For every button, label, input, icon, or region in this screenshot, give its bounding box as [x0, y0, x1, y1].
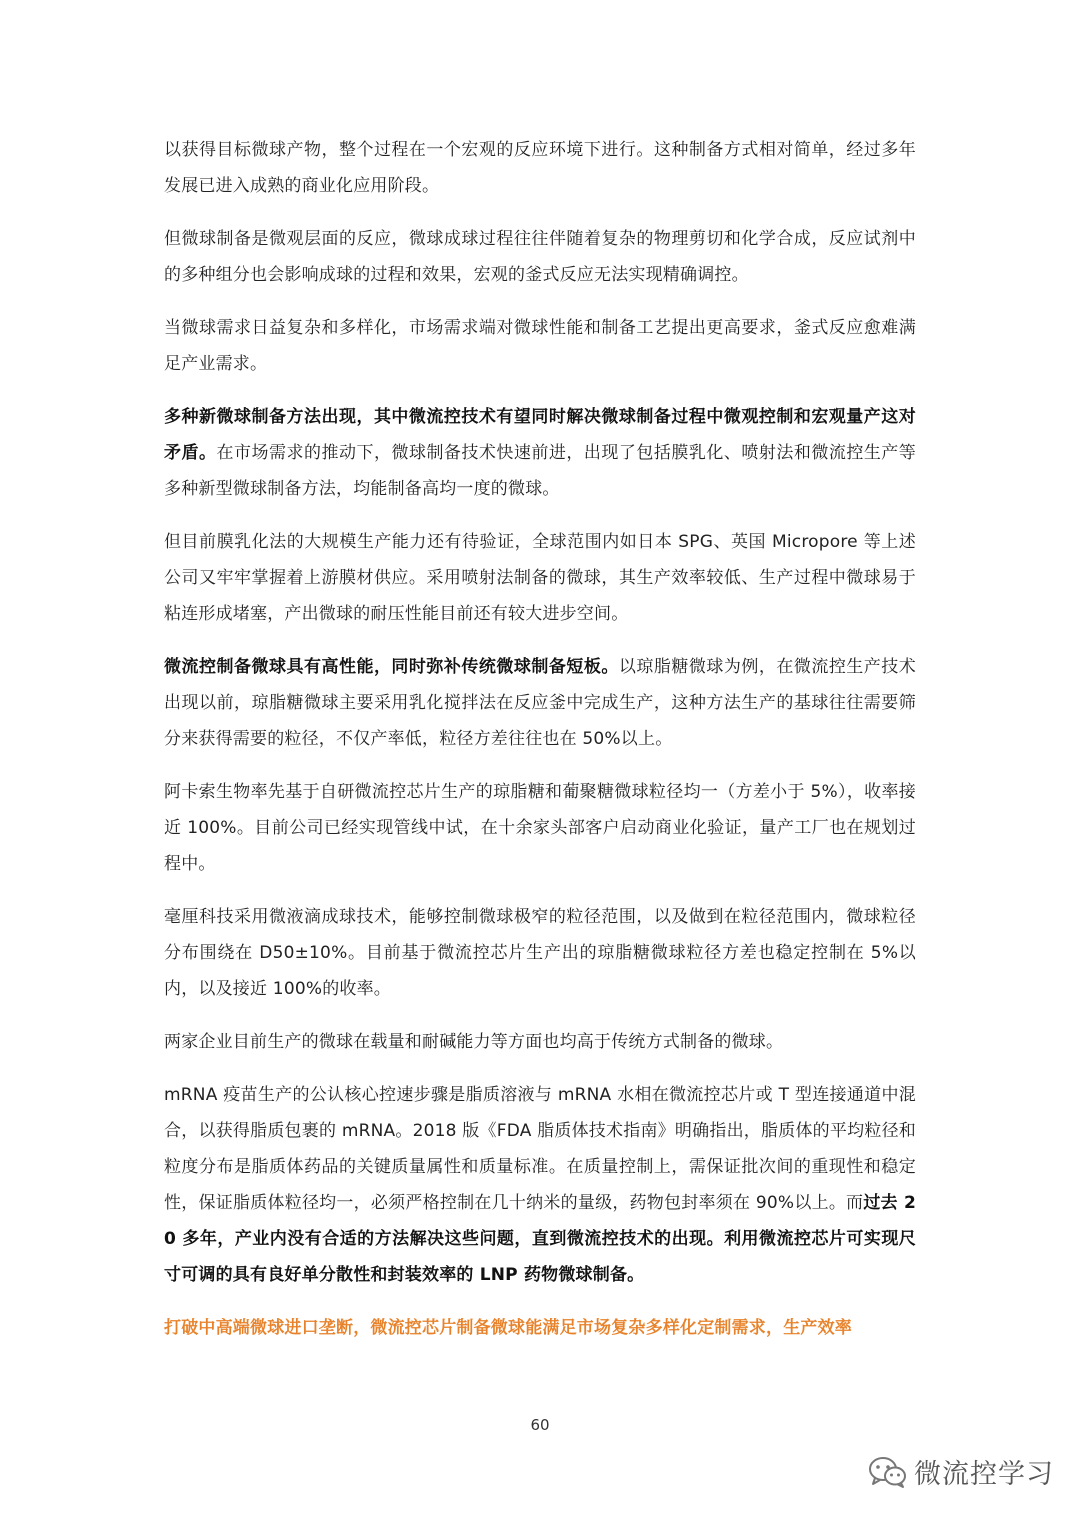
bold-text-segment: 过去 20 多年，产业内没有合适的方法解决这些问题，直到微流控技术的出现。利用微流控芯片可实现尺寸可调的具有良好单分散性和封装效率的 LNP 药物微球制备。: [164, 1193, 916, 1285]
paragraph: [164, 649, 916, 757]
text-segment: 但目前膜乳化法的大规模生产能力还有待验证，全球范围内如日本 SPG、英国 Micropore 等上述公司又牢牢掌握着上游膜材供应。采用喷射法制备的微球，其生产效率较低、生产过程中微球易于粘连形成堵塞，产出微球的耐压性能目前还有较大进步空间。: [164, 532, 916, 624]
paragraph: [164, 1024, 916, 1060]
text-segment: 在市场需求的推动下，微球制备技术快速前进，出现了包括膜乳化、喷射法和微流控生产等多种新型微球制备方法，均能制备高均一度的微球。: [164, 443, 917, 499]
paragraph: [164, 524, 916, 632]
wechat-icon: [868, 1455, 908, 1489]
page-number: 60: [530, 1416, 550, 1434]
text-segment: 两家企业目前生产的微球在载量和耐碱能力等方面也均高于传统方式制备的微球。: [164, 1032, 784, 1052]
paragraph: [164, 399, 916, 507]
paragraph: [164, 774, 916, 882]
bold-text-segment: 微流控制备微球具有高性能，同时弥补传统微球制备短板。: [164, 657, 619, 677]
bold-text-segment: 多种新微球制备方法出现，其中微流控技术有望同时解决微球制备过程中微观控制和宏观量产这对矛盾。: [164, 407, 916, 463]
document-body: [164, 132, 916, 1363]
highlight-text-segment: 打破中高端微球进口垄断，微流控芯片制备微球能满足市场复杂多样化定制需求，生产效率: [164, 1318, 852, 1338]
text-segment: mRNA 疫苗生产的公认核心控速步骤是脂质溶液与 mRNA 水相在微流控芯片或 T 型连接通道中混合，以获得脂质包裹的 mRNA。2018 版《FDA 脂质体技术指南》明确指出，脂质体的平均粒径和粒度分布是脂质体药品的关键质量属性和质量标准。在质量控制上，需保证批次间的重现性和稳定性，保证脂质体粒径均一，必须严格控制在几十纳米的量级，药物包封率须在 90%以上。而: [164, 1085, 916, 1213]
text-segment: 以琼脂糖微球为例，在微流控生产技术出现以前，琼脂糖微球主要采用乳化搅拌法在反应釜中完成生产，这种方法生产的基球往往需要筛分来获得需要的粒径，不仅产率低，粒径方差往往也在 50%以上。: [164, 657, 916, 749]
paragraph: [164, 1310, 916, 1346]
text-segment: 毫厘科技采用微液滴成球技术，能够控制微球极窄的粒径范围，以及做到在粒径范围内，微球粒径分布围绕在 D50±10%。目前基于微流控芯片生产出的琼脂糖微球粒径方差也稳定控制在 5%以内，以及接近 100%的收率。: [164, 907, 916, 999]
watermark-text: 微流控学习: [914, 1459, 1054, 1490]
watermark: [868, 1452, 1054, 1491]
paragraph: [164, 1077, 916, 1293]
text-segment: 阿卡索生物率先基于自研微流控芯片生产的琼脂糖和葡聚糖微球粒径均一（方差小于 5%），收率接近 100%。目前公司已经实现管线中试，在十余家头部客户启动商业化验证，量产工厂也在规划过程中。: [164, 782, 916, 874]
paragraph: [164, 310, 916, 382]
paragraph: [164, 899, 916, 1007]
paragraph: [164, 221, 916, 293]
paragraph: [164, 132, 916, 204]
text-segment: 以获得目标微球产物，整个过程在一个宏观的反应环境下进行。这种制备方式相对简单，经过多年发展已进入成熟的商业化应用阶段。: [164, 140, 916, 196]
text-segment: 当微球需求日益复杂和多样化，市场需求端对微球性能和制备工艺提出更高要求，釜式反应愈难满足产业需求。: [164, 318, 916, 374]
text-segment: 但微球制备是微观层面的反应，微球成球过程往往伴随着复杂的物理剪切和化学合成，反应试剂中的多种组分也会影响成球的过程和效果，宏观的釜式反应无法实现精确调控。: [164, 229, 916, 285]
